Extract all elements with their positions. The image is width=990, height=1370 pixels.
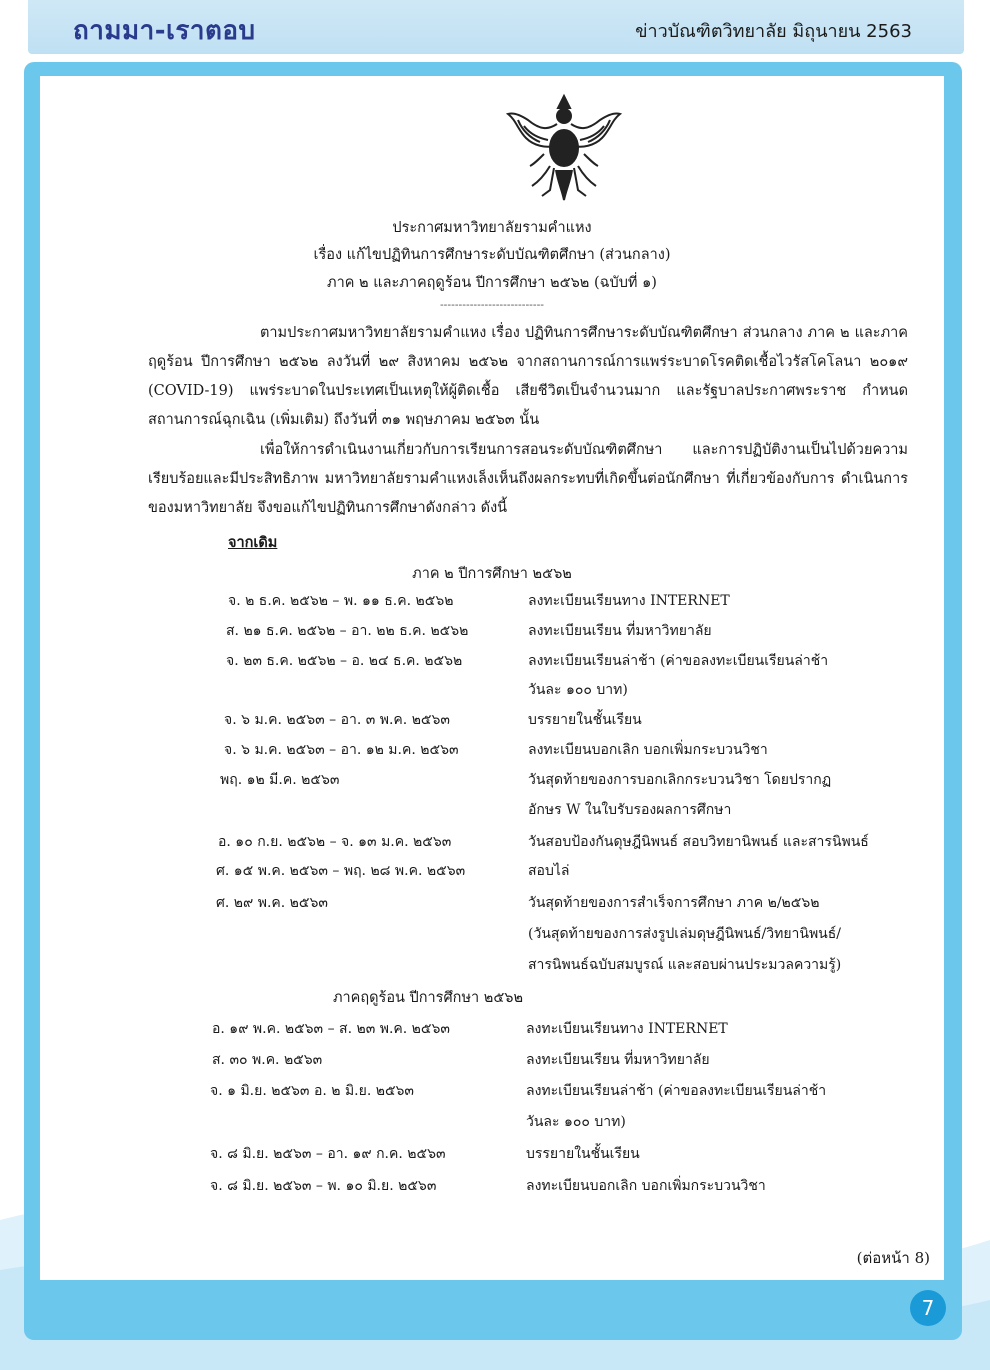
- schedule-activity-cont: อักษร W ในใบรับรองผลการศึกษา: [528, 802, 732, 818]
- schedule-activity-cont: วันละ ๑๐๐ บาท): [528, 682, 628, 698]
- document-page: [40, 76, 944, 1280]
- schedule-date: อ. ๑๙ พ.ค. ๒๕๖๓ – ส. ๒๓ พ.ค. ๒๕๖๓: [212, 1021, 450, 1037]
- schedule-date: พฤ. ๑๒ มี.ค. ๒๕๖๓: [220, 772, 340, 788]
- paragraph-2-text: เพื่อให้การดำเนินงานเกี่ยวกับการเรียนการสอนระดับบัณฑิตศึกษา และการปฏิบัติงานเป็นไปด้วยความ เรียบร้อยและมีประสิทธิภาพ มหาวิทยาลัยรามคำแหงเล็งเห็นถึงผลกระทบที่เกิดขึ้นต่อนักศึกษา ที่เกี่ยวข้องกับการ ดำเนินการของมหาวิทยาลัย จึงขอแก้ไขปฏิทินการศึกษาดังกล่าว ดังนี้: [148, 442, 908, 516]
- schedule-date: ศ. ๑๕ พ.ค. ๒๕๖๓ – พฤ. ๒๘ พ.ค. ๒๕๖๓: [216, 863, 466, 879]
- schedule-activity: ลงทะเบียนเรียนล่าช้า (ค่าขอลงทะเบียนเรียนล่าช้า: [528, 653, 829, 669]
- schedule-date: จ. ๘ มิ.ย. ๒๕๖๓ – พ. ๑๐ มิ.ย. ๒๕๖๓: [210, 1178, 437, 1194]
- schedule-activity: ลงทะเบียนเรียน ที่มหาวิทยาลัย: [528, 623, 712, 639]
- paragraph-2: [148, 436, 908, 523]
- page-number-badge: 7: [910, 1290, 946, 1326]
- schedule-activity-cont: วันละ ๑๐๐ บาท): [526, 1114, 626, 1130]
- schedule-activity: สอบไล่: [528, 863, 570, 879]
- schedule-date: ส. ๓๐ พ.ค. ๒๕๖๓: [212, 1052, 323, 1068]
- schedule-activity: ลงทะเบียนเรียนทาง INTERNET: [526, 1021, 728, 1037]
- schedule-date: จ. ๒ ธ.ค. ๒๕๖๒ – พ. ๑๑ ธ.ค. ๒๕๖๒: [228, 593, 454, 609]
- term2-heading: ภาค ๒ ปีการศึกษา ๒๕๖๒: [412, 566, 572, 582]
- schedule-date: จ. ๖ ม.ค. ๒๕๖๓ – อา. ๑๒ ม.ค. ๒๕๖๓: [224, 742, 459, 758]
- schedule-activity: วันสุดท้ายของการบอกเลิกกระบวนวิชา โดยปรากฏ: [528, 772, 832, 788]
- schedule-activity: ลงทะเบียนเรียนล่าช้า (ค่าขอลงทะเบียนเรียนล่าช้า: [526, 1083, 827, 1099]
- schedule-date: จ. ๑ มิ.ย. ๒๕๖๓ อ. ๒ มิ.ย. ๒๕๖๓: [210, 1083, 415, 1099]
- schedule-date: จ. ๘ มิ.ย. ๒๕๖๓ – อา. ๑๙ ก.ค. ๒๕๖๓: [210, 1146, 446, 1162]
- header-bar: [28, 0, 964, 54]
- announcement-term: ภาค ๒ และภาคฤดูร้อน ปีการศึกษา ๒๕๖๒ (ฉบับที่ ๑): [327, 275, 657, 291]
- paragraph-1-text: ตามประกาศมหาวิทยาลัยรามคำแหง เรื่อง ปฏิทินการศึกษาระดับบัณฑิตศึกษา ส่วนกลาง ภาค ๒ และภาคฤดูร้อน ปีการศึกษา ๒๕๖๒ ลงวันที่ ๒๙ สิงหาคม ๒๕๖๒ จากสถานการณ์การแพร่ระบาดโรคติดเชื้อไวรัสโคโลนา ๒๐๑๙ (COVID-19) แพร่ระบาดในประเทศเป็นเหตุให้ผู้ติดเชื้อ เสียชีวิตเป็นจำนวนมาก และรัฐบาลประกาศพระราช กำหนดสถานการณ์ฉุกเฉิน (เพิ่มเติม) ถึงวันที่ ๓๑ พฤษภาคม ๒๕๖๓ นั้น: [148, 325, 908, 428]
- schedule-date: จ. ๒๓ ธ.ค. ๒๕๖๒ – อ. ๒๔ ธ.ค. ๒๕๖๒: [226, 653, 463, 669]
- continued-note: (ต่อหน้า 8): [856, 1249, 930, 1267]
- schedule-activity: ลงทะเบียนบอกเลิก บอกเพิ่มกระบวนวิชา: [526, 1178, 766, 1194]
- schedule-date: อ. ๑๐ ก.ย. ๒๕๖๒ – จ. ๑๓ ม.ค. ๒๕๖๓: [218, 834, 452, 850]
- section-title: ถามมา-เราตอบ: [73, 16, 256, 46]
- schedule-activity: บรรยายในชั้นเรียน: [528, 712, 642, 728]
- schedule-activity: ลงทะเบียนเรียน ที่มหาวิทยาลัย: [526, 1052, 710, 1068]
- announcement-subject: เรื่อง แก้ไขปฏิทินการศึกษาระดับบัณฑิตศึกษา (ส่วนกลาง): [313, 247, 671, 263]
- from-original-label: จากเดิม: [228, 534, 278, 551]
- schedule-activity-cont: สารนิพนธ์ฉบับสมบูรณ์ และสอบผ่านประมวลความรู้): [528, 957, 842, 973]
- schedule-activity: วันสุดท้ายของการสำเร็จการศึกษา ภาค ๒/๒๕๖๒: [528, 895, 820, 911]
- issue-label: ข่าวบัณฑิตวิทยาลัย มิถุนายน 2563: [635, 21, 912, 42]
- schedule-activity: ลงทะเบียนบอกเลิก บอกเพิ่มกระบวนวิชา: [528, 742, 768, 758]
- schedule-activity: วันสอบป้องกันดุษฎีนิพนธ์ สอบวิทยานิพนธ์ และสารนิพนธ์: [528, 834, 869, 850]
- announcement-title: ประกาศมหาวิทยาลัยรามคำแหง: [392, 220, 592, 236]
- schedule-date: จ. ๖ ม.ค. ๒๕๖๓ – อา. ๓ พ.ค. ๒๕๖๓: [224, 712, 450, 728]
- garuda-emblem-icon: [504, 90, 624, 204]
- schedule-date: ศ. ๒๙ พ.ค. ๒๕๖๓: [216, 895, 328, 911]
- separator: ----------------------------: [439, 298, 545, 311]
- schedule-activity-cont: (วันสุดท้ายของการส่งรูปเล่มดุษฎีนิพนธ์/วิทยานิพนธ์/: [528, 926, 842, 942]
- schedule-activity: ลงทะเบียนเรียนทาง INTERNET: [528, 593, 730, 609]
- schedule-date: ส. ๒๑ ธ.ค. ๒๕๖๒ – อา. ๒๒ ธ.ค. ๒๕๖๒: [226, 623, 469, 639]
- paragraph-1: [148, 319, 908, 435]
- summer-heading: ภาคฤดูร้อน ปีการศึกษา ๒๕๖๒: [332, 990, 524, 1006]
- schedule-activity: บรรยายในชั้นเรียน: [526, 1146, 640, 1162]
